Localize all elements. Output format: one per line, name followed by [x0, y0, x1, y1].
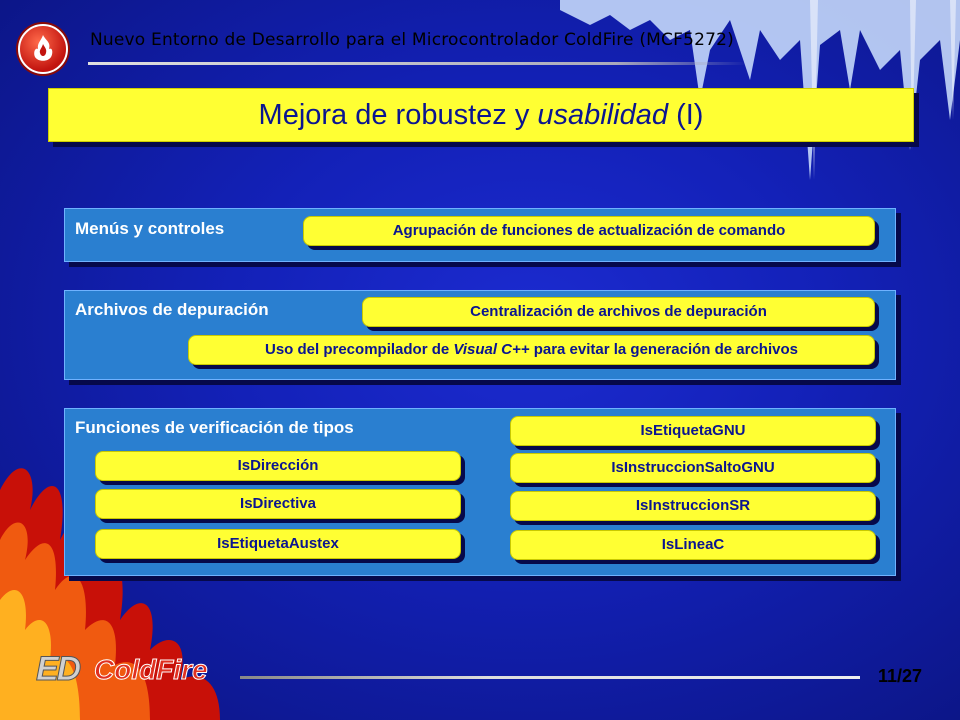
pill-centralizacion: Centralización de archivos de depuración	[362, 297, 875, 327]
slide-title-italic: usabilidad	[537, 99, 669, 131]
slide-title-suffix: (I)	[668, 99, 704, 131]
flame-logo-icon	[18, 24, 68, 74]
header-divider	[88, 62, 748, 65]
pill-agrupacion: Agrupación de funciones de actualización de comando	[303, 216, 875, 246]
panel-menus-label: Menús y controles	[75, 219, 225, 238]
pill-isinstruccionsr: IsInstruccionSR	[510, 491, 876, 521]
slide-title-box	[48, 88, 914, 142]
pill-islineac: IsLineaC	[510, 530, 876, 560]
pill-precompilador-post: para evitar la generación de archivos	[529, 341, 798, 358]
slide-title	[49, 89, 913, 141]
footer-divider	[240, 676, 860, 679]
pill-isetiquetagnu: IsEtiquetaGNU	[510, 416, 876, 446]
pill-isinstruccionsaltognu: IsInstruccionSaltoGNU	[510, 453, 876, 483]
pill-isdirectiva: IsDirectiva	[95, 489, 461, 519]
pill-isdireccion: IsDirección	[95, 451, 461, 481]
edcoldfire-logo	[36, 648, 246, 688]
panel-funciones-label: Funciones de verificación de tipos	[75, 418, 354, 437]
logo-text-ed: ED	[36, 650, 80, 688]
slide-title-plain: Mejora de robustez y	[258, 99, 538, 131]
pill-precompilador	[188, 335, 875, 365]
pill-precompilador-italic: Visual C++	[453, 341, 530, 358]
pill-isetiquetaaustex: IsEtiquetaAustex	[95, 529, 461, 559]
pill-precompilador-pre: Uso del precompilador de	[265, 341, 454, 358]
logo-text-coldfire: ColdFire	[94, 654, 208, 685]
header-title: Nuevo Entorno de Desarrollo para el Microcontrolador ColdFire (MCF5272)	[90, 30, 734, 50]
panel-archivos-label: Archivos de depuración	[75, 300, 269, 319]
page-number: 11/27	[878, 666, 923, 686]
